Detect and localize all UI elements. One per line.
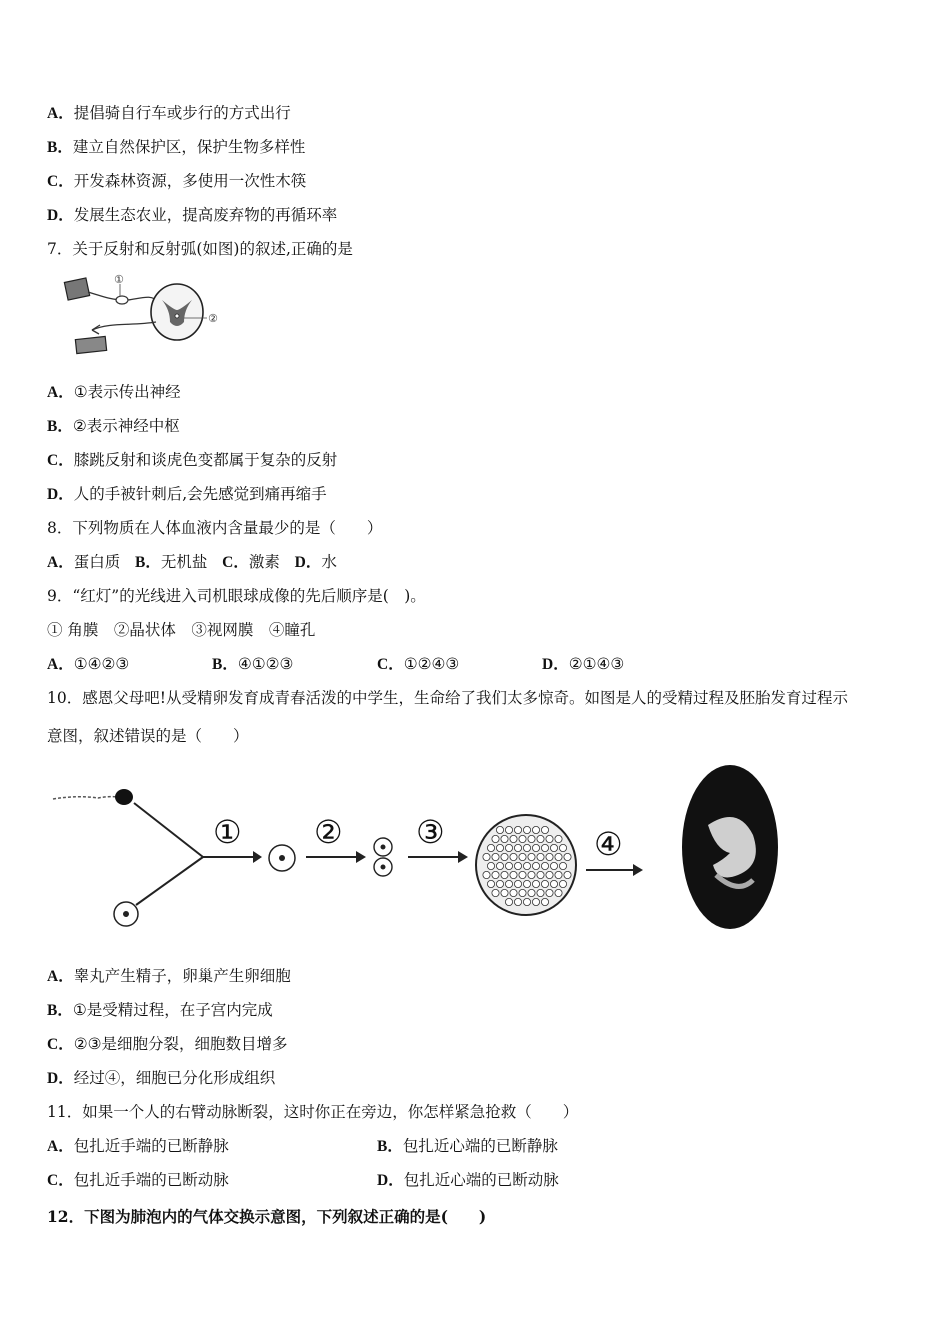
cell	[487, 880, 494, 887]
cell	[501, 853, 508, 860]
option-text: 开发森林资源，多使用一次性木筷	[73, 172, 307, 190]
option-label: A．	[47, 656, 74, 673]
reflex-arc-figure	[62, 270, 232, 362]
cell	[532, 862, 539, 869]
option-text: 包扎近心端的已断动脉	[403, 1171, 559, 1189]
cell	[505, 880, 512, 887]
option-label: B．	[47, 139, 73, 156]
cell	[564, 853, 571, 860]
cell	[550, 862, 557, 869]
q6-option-d	[47, 205, 337, 226]
q7-option-c	[47, 450, 337, 471]
cell	[559, 880, 566, 887]
arrow-head-4	[633, 864, 643, 876]
cell	[487, 862, 494, 869]
q11-option-b	[377, 1136, 558, 1157]
q11-option-a	[47, 1136, 229, 1157]
cell	[541, 898, 548, 905]
cell	[523, 826, 530, 833]
option-label: B．	[377, 1138, 403, 1155]
option-label: B．	[135, 554, 161, 571]
cell	[496, 844, 503, 851]
cell	[505, 844, 512, 851]
option-text: 无机盐	[160, 553, 208, 571]
cell	[555, 889, 562, 896]
q10-stem-line1: 10．感恩父母吧!从受精卵发育成青春活泼的中学生，生命给了我们太多惊奇。如图是人的受精过程及胚胎发育过程示	[47, 689, 848, 707]
cell	[528, 871, 535, 878]
sperm-tail	[53, 797, 118, 799]
cell	[519, 835, 526, 842]
q7-stem: 7．关于反射和反射弧(如图)的叙述,正确的是	[47, 240, 353, 258]
option-text: 包扎近手端的已断静脉	[73, 1137, 229, 1155]
cell	[523, 862, 530, 869]
option-label: C．	[47, 1172, 74, 1189]
q8-options	[47, 552, 337, 573]
option-label: C．	[47, 1036, 74, 1053]
option-label: D．	[47, 1070, 74, 1087]
cell	[505, 862, 512, 869]
cell	[528, 889, 535, 896]
cell	[523, 844, 530, 851]
option-text: 水	[321, 553, 337, 571]
q11-option-d	[377, 1170, 559, 1191]
efferent-path	[92, 322, 156, 330]
cell	[505, 898, 512, 905]
cell	[514, 862, 521, 869]
option-label: C．	[222, 554, 249, 571]
cell	[492, 889, 499, 896]
cell	[483, 853, 490, 860]
cell	[496, 826, 503, 833]
cell	[505, 826, 512, 833]
q6-option-b	[47, 137, 305, 158]
q9-option-c	[377, 654, 459, 675]
cell	[501, 889, 508, 896]
cell	[546, 871, 553, 878]
central-canal	[175, 314, 179, 318]
cell	[514, 826, 521, 833]
option-text: ②表示神经中枢	[72, 417, 180, 435]
option-text: 包扎近手端的已断动脉	[73, 1171, 229, 1189]
option-text: ②①④③	[568, 655, 625, 673]
efferent-arrow	[92, 325, 100, 334]
option-label: C．	[377, 656, 404, 673]
q9-stem: 9．“红灯”的光线进入司机眼球成像的先后顺序是( )。	[47, 587, 426, 605]
option-text: 经过④，细胞已分化形成组织	[73, 1069, 276, 1087]
cell	[496, 862, 503, 869]
q9-option-d	[542, 654, 624, 675]
cell	[523, 898, 530, 905]
effector-muscle	[75, 336, 106, 353]
option-text: ②③是细胞分裂，细胞数目增多	[73, 1035, 288, 1053]
option-label: C．	[47, 452, 74, 469]
cell	[510, 835, 517, 842]
cell	[550, 844, 557, 851]
q8-stem: 8．下列物质在人体血液内含量最少的是（ ）	[47, 519, 383, 537]
sperm-head	[115, 789, 133, 805]
option-label: A．	[47, 968, 74, 985]
option-text: 激素	[248, 553, 280, 571]
q10-option-c	[47, 1034, 288, 1055]
option-label: D．	[47, 207, 74, 224]
arrow-head-3	[458, 851, 468, 863]
cell	[487, 844, 494, 851]
q9-option-b	[212, 654, 293, 675]
figure-step-2: ②	[314, 813, 343, 851]
cell	[492, 853, 499, 860]
cell	[519, 889, 526, 896]
q9-option-a	[47, 654, 129, 675]
cell	[532, 880, 539, 887]
option-text: ①表示传出神经	[73, 383, 181, 401]
option-text: 蛋白质	[73, 553, 121, 571]
q7-option-b	[47, 416, 180, 437]
q12-stem: 12．下图为肺泡内的气体交换示意图，下列叙述正确的是( )	[47, 1207, 487, 1226]
option-text: 膝跳反射和谈虎色变都属于复杂的反射	[73, 451, 338, 469]
option-label: D．	[542, 656, 569, 673]
cell	[501, 871, 508, 878]
receptor-patch	[64, 278, 89, 300]
q10-option-a	[47, 966, 291, 987]
option-label: D．	[377, 1172, 404, 1189]
option-text: 发展生态农业，提高废弃物的再循环率	[73, 206, 338, 224]
figure-step-1: ①	[213, 813, 242, 851]
option-text: 睾丸产生精子，卵巢产生卵细胞	[73, 967, 291, 985]
cell	[519, 853, 526, 860]
cell	[523, 880, 530, 887]
cell	[483, 871, 490, 878]
cell	[492, 871, 499, 878]
figure-label-2: ②	[208, 312, 218, 325]
option-label: B．	[47, 418, 73, 435]
q11-stem: 11．如果一个人的右臂动脉断裂，这时你正在旁边，你怎样紧急抢救（ ）	[47, 1103, 579, 1121]
cell	[559, 844, 566, 851]
option-text: 包扎近心端的已断静脉	[402, 1137, 558, 1155]
option-label: A．	[47, 554, 74, 571]
cell	[510, 889, 517, 896]
ganglion	[116, 296, 128, 304]
cell	[537, 889, 544, 896]
option-text: ④①②③	[237, 655, 294, 673]
option-label: D．	[294, 554, 322, 571]
q11-option-c	[47, 1170, 229, 1191]
q10-option-d	[47, 1068, 275, 1089]
cell	[537, 871, 544, 878]
option-text: 建立自然保护区，保护生物多样性	[72, 138, 306, 156]
cell	[492, 835, 499, 842]
cell	[555, 871, 562, 878]
cell	[559, 862, 566, 869]
cell	[541, 880, 548, 887]
option-label: A．	[47, 105, 74, 122]
q6-option-c	[47, 171, 306, 192]
cell	[541, 862, 548, 869]
cell	[532, 898, 539, 905]
cell	[496, 880, 503, 887]
option-label: A．	[47, 384, 74, 401]
option-label: B．	[212, 656, 238, 673]
q7-option-d	[47, 484, 327, 505]
cell	[564, 871, 571, 878]
figure-step-3: ③	[416, 813, 445, 851]
cell	[555, 835, 562, 842]
arrow-head-2	[356, 851, 366, 863]
option-text: ①②④③	[403, 655, 460, 673]
figure-label-1: ①	[114, 273, 124, 286]
cell	[555, 853, 562, 860]
option-text: 人的手被针刺后,会先感觉到痛再缩手	[73, 485, 327, 503]
fertilization-figure	[48, 755, 788, 947]
cell	[514, 898, 521, 905]
option-label: D．	[47, 486, 74, 503]
cell	[537, 853, 544, 860]
cell	[532, 844, 539, 851]
cell	[528, 853, 535, 860]
cell	[510, 853, 517, 860]
cell	[519, 871, 526, 878]
option-label: A．	[47, 1138, 74, 1155]
q10-option-b	[47, 1000, 273, 1021]
cell	[541, 826, 548, 833]
q9-items: ① 角膜 ②晶状体 ③视网膜 ④瞳孔	[47, 621, 316, 639]
figure-step-4: ④	[594, 825, 623, 863]
option-text: ①④②③	[73, 655, 130, 673]
cell	[537, 835, 544, 842]
cell	[532, 826, 539, 833]
cell	[528, 835, 535, 842]
cell	[541, 844, 548, 851]
q6-option-a	[47, 103, 291, 124]
option-label: C．	[47, 173, 74, 190]
q10-stem-line2: 意图，叙述错误的是（ ）	[47, 727, 249, 745]
cell	[546, 853, 553, 860]
q7-option-a	[47, 382, 181, 403]
arrow-head-1	[253, 851, 262, 863]
option-label: B．	[47, 1002, 73, 1019]
cell	[546, 889, 553, 896]
cell	[546, 835, 553, 842]
cell	[514, 880, 521, 887]
cell	[501, 835, 508, 842]
cell	[514, 844, 521, 851]
cell	[550, 880, 557, 887]
option-text: ①是受精过程，在子宫内完成	[72, 1001, 273, 1019]
cell	[510, 871, 517, 878]
option-text: 提倡骑自行车或步行的方式出行	[73, 104, 291, 122]
